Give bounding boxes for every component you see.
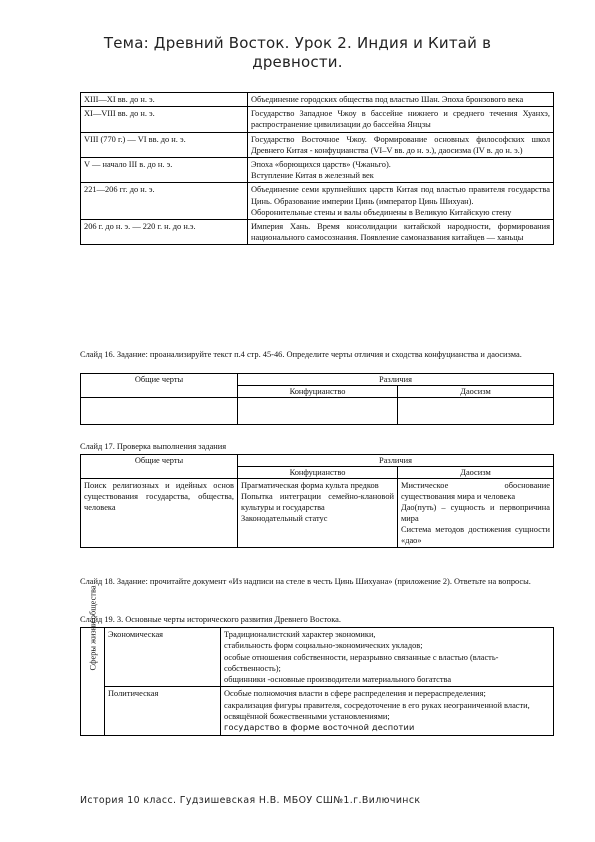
col-header-confucianism: Конфуцианство [238, 386, 398, 398]
feature-line: сакрализация фигуры правителя, сосредоточение в его руках неограниченной власти, освящённой божественными установлениями; [224, 700, 530, 722]
comparison-table-filled [80, 454, 554, 548]
feature-line: особые отношения собственности, неразрывно связанные с властью (власть-собственность); [224, 652, 499, 673]
col-header-diff: Различия [238, 455, 554, 467]
slide18-task: Слайд 18. Задание: прочитайте документ «Из надписи на стеле в честь Цинь Шихуана» (приложение 2). Ответьте на вопросы. [80, 577, 531, 586]
empty-cell [81, 398, 238, 425]
table-row [81, 220, 554, 245]
col-header-common: Общие черты [81, 374, 238, 398]
comparison-table-empty [80, 373, 554, 425]
features-cell [221, 687, 554, 735]
era-cell: XIII—XI вв. до н. э. [81, 93, 248, 107]
feature-line: Традиционалистский характер экономики, [224, 630, 376, 639]
desc-line: Объединение городских общества под властью Шан. Эпоха бронзового века [251, 95, 524, 104]
sphere-cell: Экономическая [105, 628, 221, 687]
col-header-diff: Различия [238, 374, 554, 386]
table-row [81, 455, 554, 467]
table-row [81, 628, 554, 687]
cell-line: Мистическое обоснование существования мира и человека [401, 481, 550, 501]
table-row [81, 687, 554, 735]
cell-line: Поиск религиозных и идейных основ существования государства, общества, человека [84, 481, 234, 512]
slide17-task: Слайд 17. Проверка выполнения задания [80, 442, 227, 451]
feature-line: государство в форме восточной деспотии [224, 722, 415, 733]
table-row [81, 398, 554, 425]
desc-cell [248, 220, 554, 245]
table-row [81, 107, 554, 132]
vertical-label: Сферы жизни общества [87, 585, 97, 671]
feature-line: Особые полномочия власти в сфере распределения и перераспределения; [224, 689, 486, 699]
sphere-cell: Политическая [105, 687, 221, 735]
era-cell: V — начало III в. до н. э. [81, 158, 248, 183]
empty-cell [398, 398, 554, 425]
table-row [81, 93, 554, 107]
feature-line: стабильность форм социально-экономических укладов; [224, 641, 423, 651]
timeline-table [80, 92, 554, 245]
era-cell: 206 г. до н. э. — 220 г. н. до н.э. [81, 220, 248, 245]
desc-cell [248, 158, 554, 183]
cell-line: Дао(путь) – сущность и первопричина мира [401, 503, 550, 523]
cell-line: Система методов достижения сущности «дао» [401, 525, 550, 545]
cell-line: Попытка интеграции семейно-клановой культуры и государства [241, 492, 394, 512]
table-row [81, 183, 554, 220]
vertical-label-cell [81, 585, 105, 736]
desc-line: Государство Западное Чжоу в бассейне нижнего и среднего течения Хуанхэ, распространение цивилизации до бассейна Янцзы [251, 109, 550, 130]
desc-line: Вступление Китая в железный век [251, 171, 374, 181]
page-title: Тема: Древний Восток. Урок 2. Индия и Китай в древности. [103, 34, 492, 71]
cell-line: Законодательный статус [241, 514, 328, 523]
col-header-confucianism: Конфуцианство [238, 467, 398, 479]
slide19-heading: Слайд 19. 3. Основные черты исторического развития Древнего Востока. [80, 615, 341, 624]
features-cell [221, 628, 554, 687]
confucianism-cell [238, 479, 398, 548]
desc-line: Объединение семи крупнейших царств Китая под властью правителя государства Цинь. Образование империи Цинь (император Цинь Шихуан). [251, 185, 550, 206]
era-cell: 221—206 гг. до н. э. [81, 183, 248, 220]
slide16-task: Слайд 16. Задание: проанализируйте текст п.4 стр. 45-46. Определите черты отличия и сходства конфуцианства и даосизма. [80, 350, 522, 359]
empty-cell [238, 398, 398, 425]
desc-cell [248, 183, 554, 220]
desc-cell [248, 93, 554, 107]
table-row [81, 479, 554, 548]
era-cell: VIII (770 г.) — VI вв. до н. э. [81, 132, 248, 157]
feature-line: общинники -основные производители материального богатства [224, 675, 452, 685]
daoism-cell [398, 479, 554, 548]
table-row [81, 132, 554, 157]
table-row [81, 158, 554, 183]
desc-cell [248, 132, 554, 157]
desc-line: Эпоха «борющихся царств» (Чжаньго). [251, 160, 391, 170]
common-features-cell [81, 479, 238, 548]
col-header-common: Общие черты [81, 455, 238, 479]
desc-line: Оборонительные стены и валы объединены в Великую Китайскую стену [251, 207, 512, 217]
col-header-daoism: Даосизм [398, 386, 554, 398]
page-footer: История 10 класс. Гудзишевская Н.В. МБОУ СШ№1.г.Вилючинск [80, 795, 421, 806]
era-cell: XI—VIII вв. до н. э. [81, 107, 248, 132]
table-row [81, 374, 554, 386]
desc-line: Государство Восточное Чжоу. Формирование основных философских школ Древнего Китая - конфуцианства (VI–V вв. до н. э.), даосизма (IV в. до н. э.) [251, 134, 550, 155]
col-header-daoism: Даосизм [398, 467, 554, 479]
desc-line: Империя Хань. Время консолидации китайской народности, формирования национального самосознания. Появление самоназвания китайцев — ханьцы [251, 222, 550, 243]
cell-line: Прагматическая форма культа предков [241, 481, 379, 490]
desc-cell [248, 107, 554, 132]
